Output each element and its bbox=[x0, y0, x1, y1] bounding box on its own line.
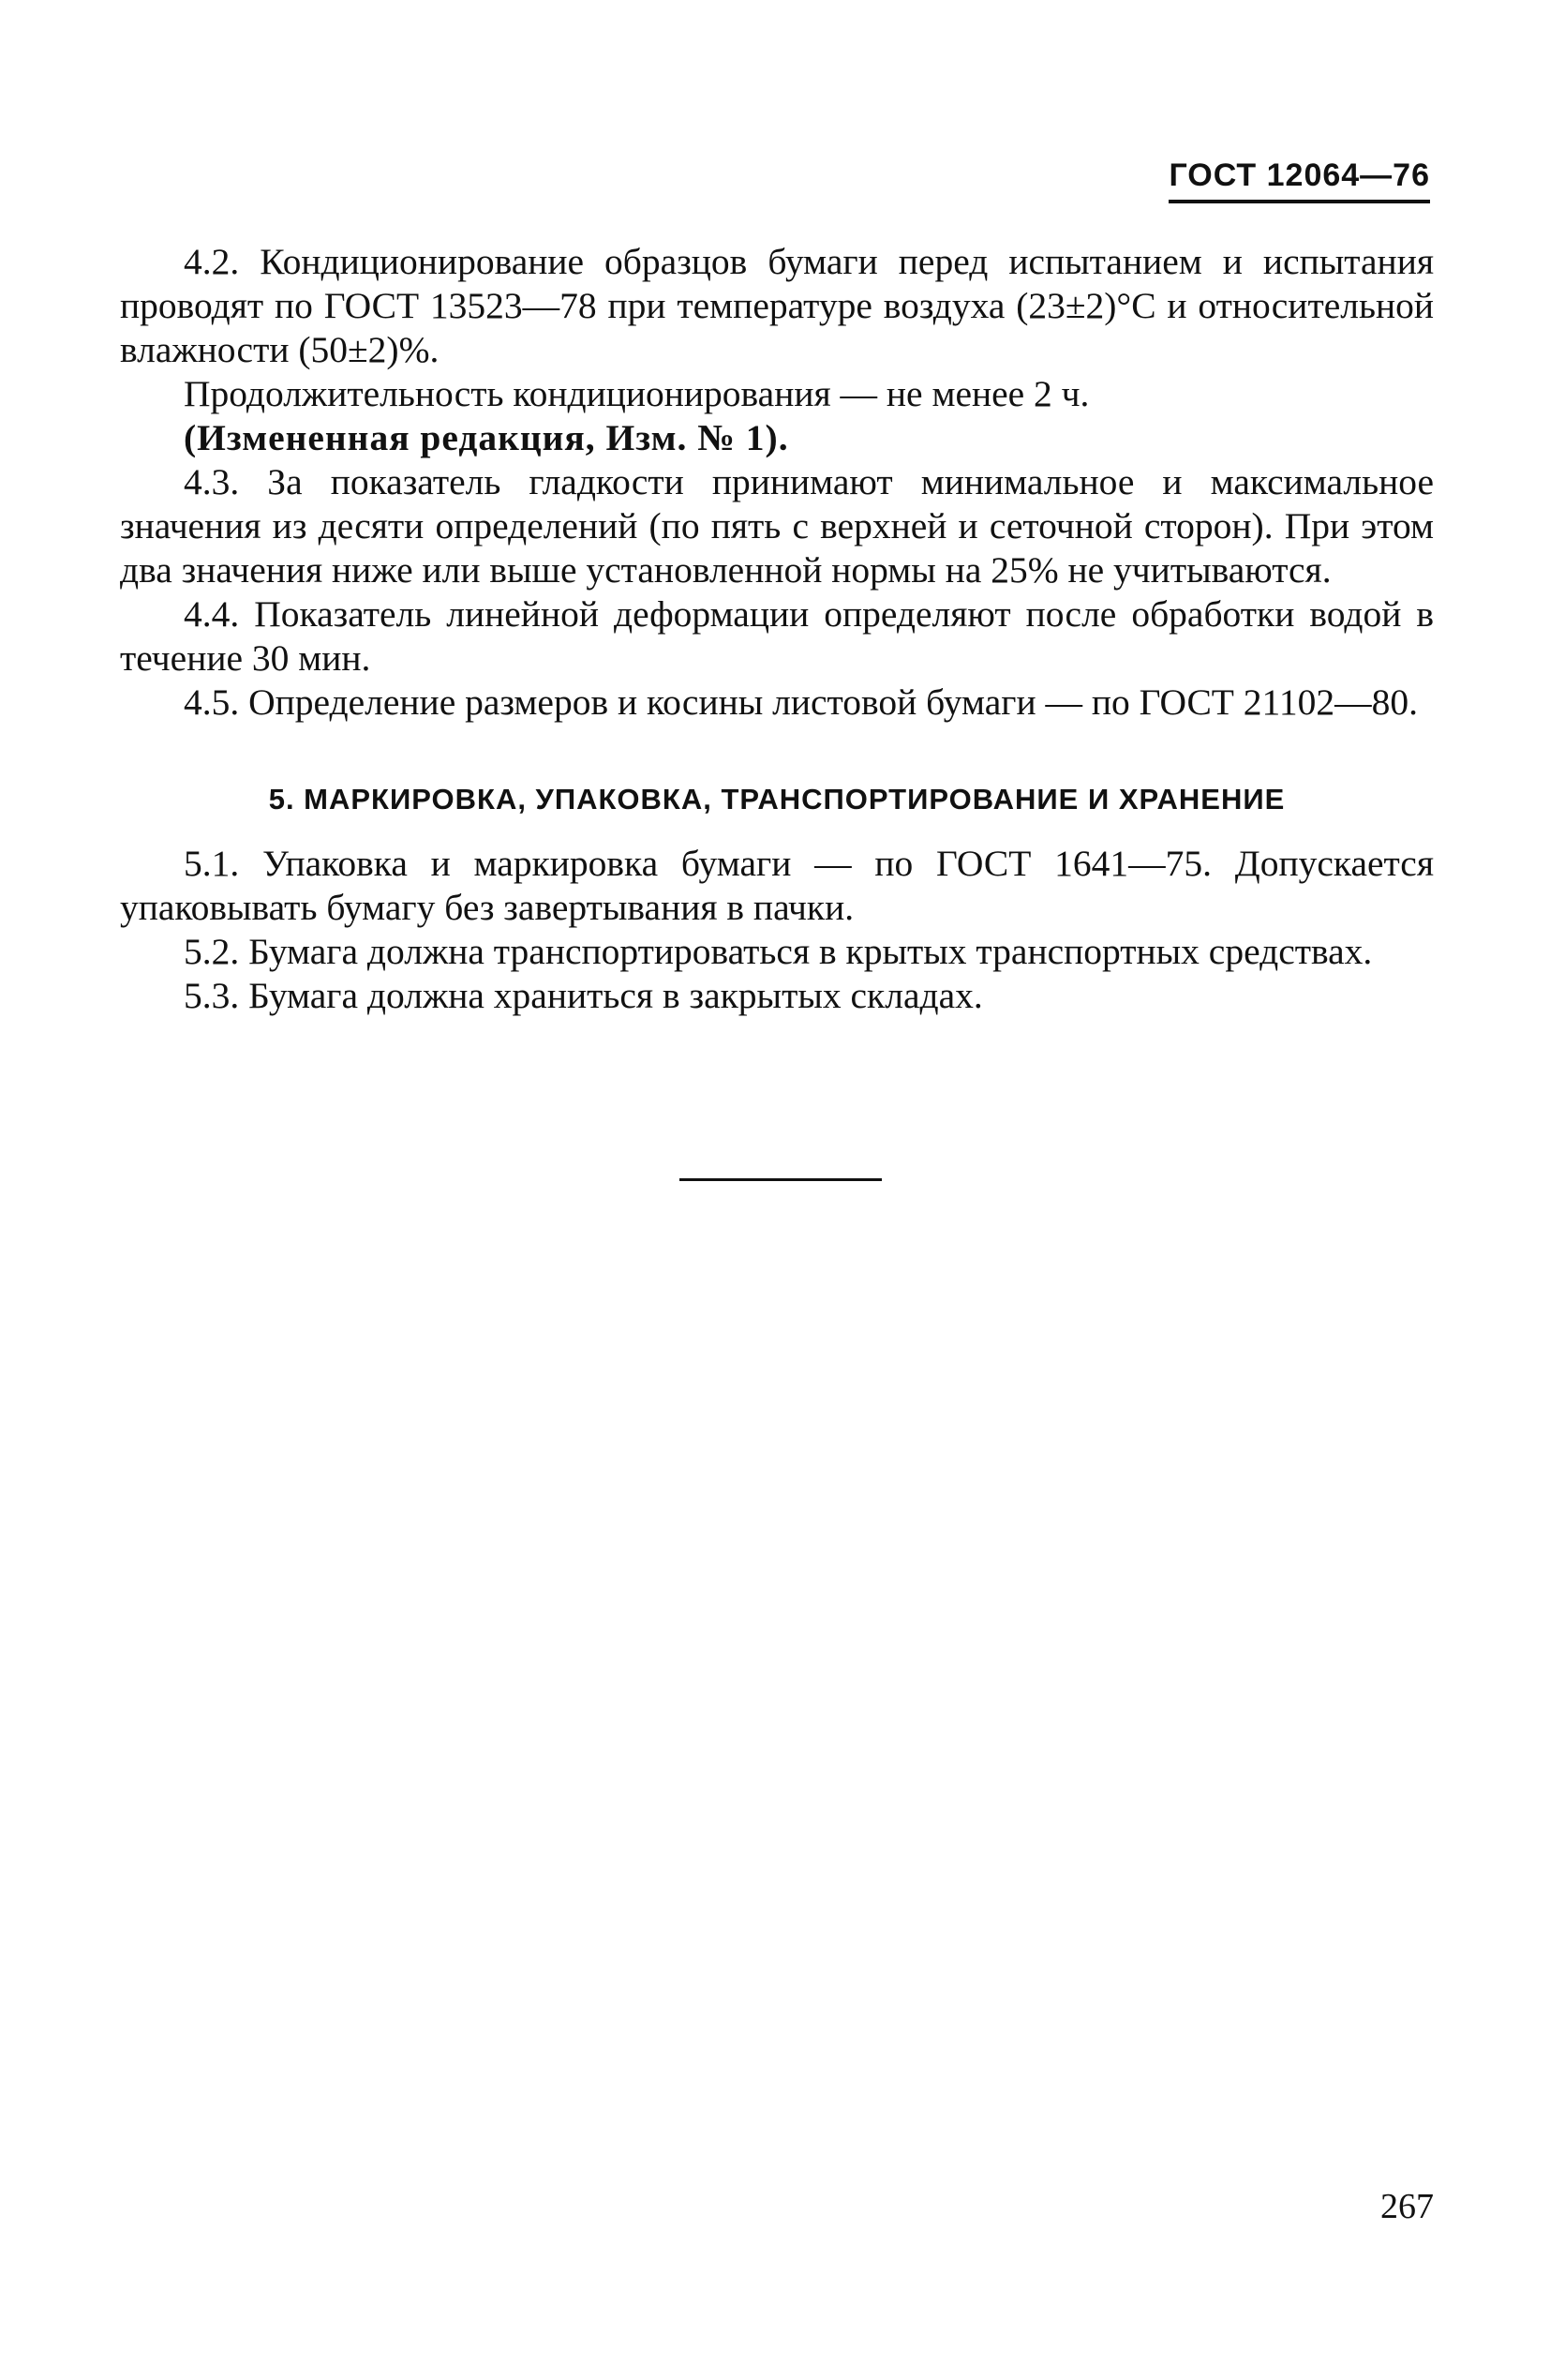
running-header-standard-code: ГОСТ 12064—76 bbox=[1169, 157, 1430, 203]
paragraph-4-3: 4.3. За показатель гладкости принимают минимальное и максимальное значения из десяти определений (по пять с верхней и сеточной сторон). При этом два значения ниже или выше установленной нормы на 25% не учитываются. bbox=[120, 461, 1434, 591]
paragraph-4-4: 4.4. Показатель линейной деформации определяют после обработки водой в течение 30 мин. bbox=[120, 593, 1434, 679]
page-number: 267 bbox=[1380, 2187, 1434, 2226]
amendment-note: (Измененная редакция, Изм. № 1). bbox=[184, 417, 789, 458]
document-body bbox=[120, 240, 1434, 1018]
paragraph-5-2: 5.2. Бумага должна транспортироваться в крытых транспортных средствах. bbox=[184, 931, 1373, 972]
paragraph-5-1: 5.1. Упаковка и маркировка бумаги — по ГОСТ 1641—75. Допускается упаковывать бумагу без завертывания в пачки. bbox=[120, 843, 1434, 928]
paragraph-5-3: 5.3. Бумага должна храниться в закрытых складах. bbox=[184, 975, 983, 1016]
paragraph-conditioning-duration: Продолжительность кондиционирования — не менее 2 ч. bbox=[184, 373, 1090, 414]
end-of-text-rule bbox=[679, 1178, 882, 1181]
paragraph-4-5: 4.5. Определение размеров и косины листовой бумаги — по ГОСТ 21102—80. bbox=[184, 681, 1418, 723]
paragraph-4-2: 4.2. Кондиционирование образцов бумаги перед испытанием и испытания проводят по ГОСТ 13523—78 при температуре воздуха (23±2)°С и относительной влажности (50±2)%. bbox=[120, 241, 1434, 370]
section-5-heading: 5. МАРКИРОВКА, УПАКОВКА, ТРАНСПОРТИРОВАНИЕ И ХРАНЕНИЕ bbox=[268, 783, 1286, 816]
